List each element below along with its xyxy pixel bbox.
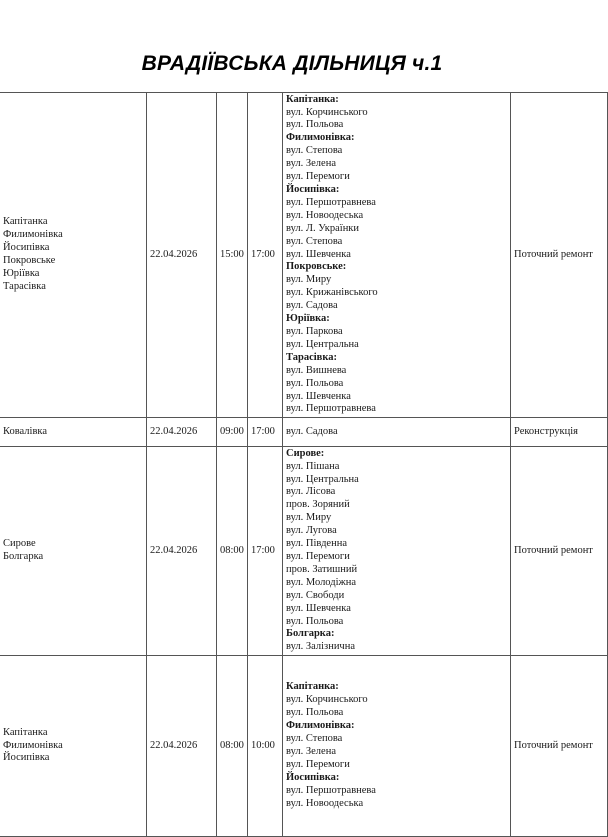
settlements-cell (0, 418, 147, 447)
end-time-cell: 17:00 (248, 93, 283, 418)
locality-heading: Капітанка: (286, 93, 339, 105)
street-item: вул. Садова (286, 425, 338, 437)
settlement-name: Тарасівка (3, 280, 46, 292)
work-type-cell: Поточний ремонт (511, 93, 608, 418)
schedule-body (0, 93, 608, 837)
work-type-cell: Реконструкція (511, 418, 608, 447)
settlement-name: Филимонівка (3, 229, 63, 241)
settlement-name: Юріївка (3, 267, 40, 279)
addresses-cell (283, 93, 511, 418)
locality-heading: Покровське: (286, 261, 347, 273)
date-cell: 22.04.2026 (147, 447, 217, 656)
settlements-cell (0, 656, 147, 837)
locality-heading: Тарасівка: (286, 351, 337, 363)
street-item: вул. Першотравнева (286, 784, 376, 796)
street-item: вул. Першотравнева (286, 403, 376, 415)
street-item: вул. Лісова (286, 486, 336, 498)
settlement-name: Йосипівка (3, 242, 50, 254)
street-item: вул. Л. Українки (286, 222, 360, 234)
addresses-cell (283, 447, 511, 656)
street-item: вул. Перемоги (286, 171, 350, 183)
settlement-name: Капітанка (3, 216, 48, 228)
street-item: вул. Миру (286, 512, 332, 524)
outage-schedule-table (0, 92, 608, 837)
date-cell: 22.04.2026 (147, 418, 217, 447)
settlement-name: Сирове (3, 538, 36, 550)
settlement-name: Ковалівка (3, 425, 48, 437)
street-item: вул. Першотравнева (286, 196, 376, 208)
street-item: вул. Шевченка (286, 248, 351, 260)
settlement-name: Капітанка (3, 726, 48, 738)
settlement-name: Филимонівка (3, 739, 63, 751)
street-item: вул. Центральна (286, 473, 359, 485)
start-time-cell: 15:00 (217, 93, 248, 418)
date-cell: 22.04.2026 (147, 93, 217, 418)
street-item: вул. Степова (286, 235, 343, 247)
street-item: вул. Садова (286, 300, 338, 312)
addresses-cell (283, 418, 511, 447)
street-item: вул. Перемоги (286, 758, 350, 770)
street-item: вул. Молодіжна (286, 576, 357, 588)
street-item: вул. Центральна (286, 338, 359, 350)
street-item: вул. Степова (286, 145, 343, 157)
street-item: вул. Новоодеська (286, 797, 364, 809)
settlements-cell (0, 93, 147, 418)
street-item: вул. Польова (286, 119, 344, 131)
settlement-name: Болгарка (3, 551, 44, 562)
street-item: вул. Зелена (286, 158, 336, 170)
table-row (0, 93, 608, 418)
locality-heading: Капітанка: (286, 681, 339, 693)
street-item: вул. Польова (286, 707, 344, 719)
work-type-cell: Поточний ремонт (511, 447, 608, 656)
locality-heading: Юріївка: (286, 313, 330, 325)
settlement-name: Покровське (3, 255, 56, 266)
date-cell: 22.04.2026 (147, 656, 217, 837)
end-time-cell: 17:00 (248, 418, 283, 447)
locality-heading: Филимонівка: (286, 132, 355, 144)
street-item: вул. Південна (286, 538, 347, 550)
locality-heading: Йосипівка: (286, 184, 340, 196)
street-item: вул. Миру (286, 274, 332, 286)
street-item: вул. Польова (286, 377, 344, 389)
end-time-cell: 17:00 (248, 447, 283, 656)
street-item: вул. Перемоги (286, 551, 350, 562)
table-row (0, 656, 608, 837)
page-title: ВРАДІЇВСЬКА ДІЛЬНИЦЯ ч.1 (141, 52, 443, 75)
street-item: вул. Шевченка (286, 390, 351, 402)
locality-heading: Сирове: (286, 447, 325, 459)
street-item: вул. Польова (286, 615, 344, 627)
street-item: вул. Крижанівського (286, 287, 378, 299)
street-item: вул. Пішана (286, 460, 340, 472)
locality-heading: Болгарка: (286, 628, 335, 640)
street-item: вул. Свободи (286, 589, 345, 601)
street-item: вул. Лугова (286, 525, 337, 537)
street-item: вул. Новоодеська (286, 209, 364, 221)
work-type-cell: Поточний ремонт (511, 656, 608, 837)
locality-heading: Йосипівка: (286, 771, 340, 783)
street-item: вул. Корчинського (286, 694, 368, 706)
end-time-cell: 10:00 (248, 656, 283, 837)
start-time-cell: 08:00 (217, 447, 248, 656)
table-row (0, 447, 608, 656)
street-item: вул. Вишнева (286, 364, 347, 376)
street-item: пров. Затишний (286, 563, 358, 575)
street-item: вул. Степова (286, 733, 343, 745)
start-time-cell: 09:00 (217, 418, 248, 447)
street-item: вул. Зелена (286, 746, 336, 757)
start-time-cell: 08:00 (217, 656, 248, 837)
street-item: пров. Зоряний (286, 499, 350, 511)
settlements-cell (0, 447, 147, 656)
street-item: вул. Корчинського (286, 106, 368, 118)
table-row (0, 418, 608, 447)
settlement-name: Йосипівка (3, 752, 50, 764)
addresses-cell (283, 656, 511, 837)
locality-heading: Филимонівка: (286, 720, 355, 732)
street-item: вул. Шевченка (286, 602, 351, 614)
street-item: вул. Паркова (286, 325, 343, 337)
street-item: вул. Залізнична (286, 641, 355, 653)
